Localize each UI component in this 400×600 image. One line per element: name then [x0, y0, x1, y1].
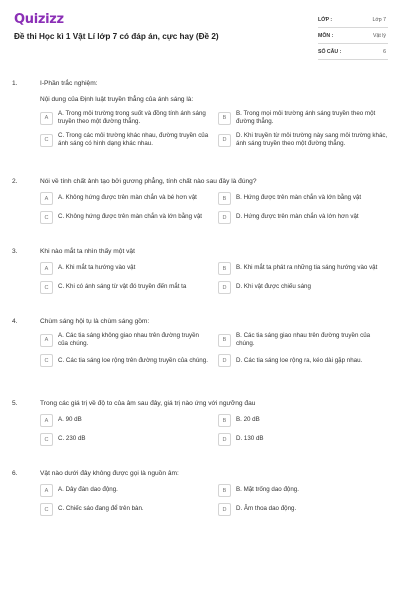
option-text: A. Các tia sáng không giao nhau trên đường truyền của chúng.	[58, 332, 199, 348]
option-letter: D	[218, 354, 231, 367]
option-a[interactable]	[40, 262, 210, 275]
option-text: B. Các tia sáng giao nhau trên đường truyền của chúng.	[236, 332, 371, 348]
meta-grade	[318, 12, 388, 28]
option-a[interactable]	[40, 110, 210, 126]
quizizz-logo: Quizizz	[14, 12, 64, 27]
option-c[interactable]	[40, 503, 210, 516]
question-number: 5.	[12, 400, 18, 407]
option-text: D. Khi vật được chiếu sáng	[236, 283, 311, 291]
option-letter: A	[40, 334, 53, 347]
meta-grade-label: LỚP :	[318, 16, 333, 23]
meta-count-label: SỐ CÂU :	[318, 48, 342, 55]
question-number: 4.	[12, 318, 18, 325]
option-letter: C	[40, 433, 53, 446]
option-d[interactable]	[218, 503, 388, 516]
option-b[interactable]	[218, 110, 388, 126]
meta-subject	[318, 28, 388, 44]
worksheet-title: Đề thi Học kì 1 Vật Lí lớp 7 có đáp án, cực hay (Đề 2)	[14, 32, 219, 41]
option-text: A. 90 dB	[58, 416, 82, 424]
question-text: Vật nào dưới đây không được gọi là nguồn âm:	[40, 470, 179, 477]
option-letter: B	[218, 112, 231, 125]
meta-count-value: 6	[383, 48, 386, 55]
option-letter: D	[218, 134, 231, 147]
meta-question-count	[318, 44, 388, 60]
option-text: C. Không hứng được trên màn chắn và lớn bằng vật	[58, 213, 203, 221]
option-letter: B	[218, 414, 231, 427]
question-number: 6.	[12, 470, 18, 477]
option-b[interactable]	[218, 414, 388, 427]
question-2	[12, 178, 388, 224]
option-b[interactable]	[218, 484, 388, 497]
option-letter: B	[218, 192, 231, 205]
question-number: 3.	[12, 248, 18, 255]
option-letter: D	[218, 281, 231, 294]
option-text: D. Khi truyền từ môi trường này sang môi trường khác, ánh sáng truyền theo một đường thẳng.	[236, 132, 388, 148]
option-letter: B	[218, 262, 231, 275]
meta-subject-label: MÔN :	[318, 32, 334, 39]
option-letter: A	[40, 112, 53, 125]
option-text: C. Trong các môi trường khác nhau, đường truyền của ánh sáng có hình dạng khác nhau.	[58, 132, 209, 148]
question-text: Chùm sáng hội tụ là chùm sáng gồm:	[40, 318, 150, 325]
option-d[interactable]	[218, 211, 388, 224]
option-c[interactable]	[40, 211, 210, 224]
option-text: A. Không hứng được trên màn chắn và bé hơn vật	[58, 194, 197, 202]
option-text: D. Âm thoa dao động.	[236, 505, 297, 513]
option-c[interactable]	[40, 433, 210, 446]
option-text: B. Mặt trống dao động.	[236, 486, 299, 494]
question-3	[12, 248, 388, 294]
option-text: D. Các tia sáng loe rộng ra, kéo dài gặp nhau.	[236, 356, 363, 364]
option-letter: C	[40, 134, 53, 147]
question-1	[12, 80, 388, 148]
option-text: C. Khi có ánh sáng từ vật đó truyền đến mắt ta	[58, 283, 187, 291]
option-text: D. 130 dB	[236, 435, 264, 443]
option-letter: C	[40, 281, 53, 294]
option-letter: A	[40, 414, 53, 427]
option-text: C. Các tia sáng loe rộng trên đường truyền của chúng.	[58, 356, 208, 364]
option-d[interactable]	[218, 281, 388, 294]
option-a[interactable]	[40, 414, 210, 427]
option-d[interactable]	[218, 354, 388, 367]
meta-subject-value: Vật lý	[373, 32, 386, 39]
option-letter: B	[218, 334, 231, 347]
option-letter: A	[40, 192, 53, 205]
question-text: I-Phần trắc nghiệm:	[40, 80, 98, 87]
option-letter: A	[40, 484, 53, 497]
option-letter: A	[40, 262, 53, 275]
option-text: C. Chiếc sáo đang để trên bàn.	[58, 505, 144, 513]
option-a[interactable]	[40, 484, 210, 497]
option-text: A. Dây đàn dao động.	[58, 486, 118, 494]
worksheet-meta	[318, 12, 388, 60]
option-letter: D	[218, 211, 231, 224]
question-text: Nói về tính chất ảnh tạo bởi gương phẳng, tính chất nào sau đây là đúng?	[40, 178, 257, 185]
option-text: A. Khi mắt ta hướng vào vật	[58, 264, 136, 272]
option-letter: D	[218, 433, 231, 446]
option-c[interactable]	[40, 354, 210, 367]
question-subtext: Nội dung của Định luật truyền thẳng của ánh sáng là:	[40, 96, 194, 103]
option-d[interactable]	[218, 433, 388, 446]
option-letter: C	[40, 211, 53, 224]
option-letter: C	[40, 503, 53, 516]
option-text: B. 20 dB	[236, 416, 260, 424]
option-b[interactable]	[218, 192, 388, 205]
question-5	[12, 400, 388, 446]
question-number: 2.	[12, 178, 18, 185]
option-a[interactable]	[40, 332, 210, 348]
option-letter: D	[218, 503, 231, 516]
option-c[interactable]	[40, 281, 210, 294]
option-a[interactable]	[40, 192, 210, 205]
option-b[interactable]	[218, 262, 388, 275]
option-c[interactable]	[40, 132, 210, 148]
question-text: Khi nào mắt ta nhìn thấy một vật	[40, 248, 135, 255]
option-text: B. Hứng được trên màn chắn và lớn bằng vật	[236, 194, 362, 202]
question-6	[12, 470, 388, 516]
option-b[interactable]	[218, 332, 388, 348]
question-4	[12, 318, 388, 367]
option-letter: C	[40, 354, 53, 367]
question-text: Trong các giá trị về độ to của âm sau đây, giá trị nào ứng với ngưỡng đau	[40, 400, 256, 407]
option-text: C. 230 dB	[58, 435, 86, 443]
question-number: 1.	[12, 80, 18, 87]
option-text: A. Trong môi trường trong suốt và đồng tính ánh sáng truyền theo một đường thẳng.	[58, 110, 206, 126]
option-text: B. Trong mọi môi trường ánh sáng truyền theo một đường thẳng.	[236, 110, 376, 126]
meta-grade-value: Lớp 7	[372, 16, 386, 23]
option-d[interactable]	[218, 132, 388, 148]
option-text: D. Hứng được trên màn chắn và lớn hơn vật	[236, 213, 359, 221]
option-letter: B	[218, 484, 231, 497]
option-text: B. Khi mắt ta phát ra những tia sáng hướng vào vật	[236, 264, 378, 272]
